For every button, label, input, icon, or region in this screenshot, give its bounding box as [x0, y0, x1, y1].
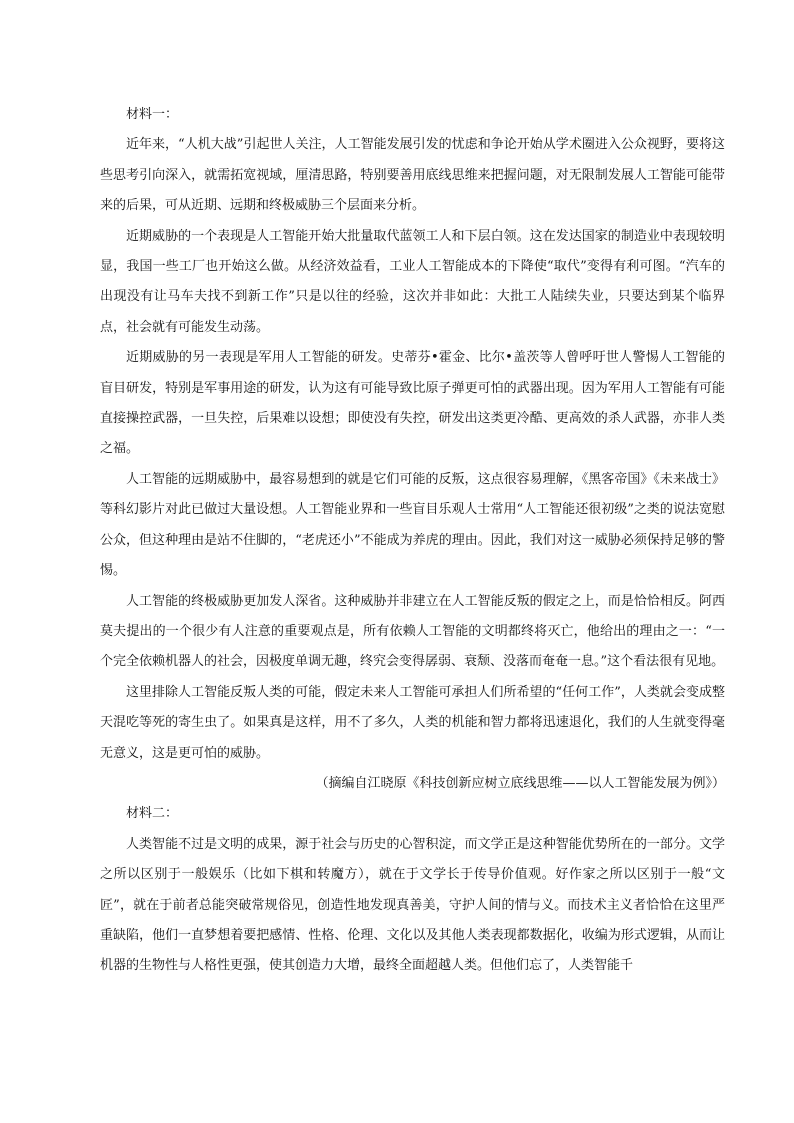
material-one-paragraph-3: 近期威胁的另一表现是军用人工智能的研发。史蒂芬•霍金、比尔•盖茨等人曾呼吁世人警惕人工智能的盲目研发，特别是军事用途的研发，认为这有可能导致比原子弹更可怕的武器出现。因为军用人工智能有可能直接操控武器，一旦失控，后果难以设想；即使没有失控，研发出这类更冷酷、更高效的杀人武器，亦非人类之福。 [100, 350, 725, 457]
material-one-paragraph-6: 这里排除人工智能反叛人类的可能，假定未来人工智能可承担人们所希望的“任何工作”，人类就会变成整天混吃等死的寄生虫了。如果真是这样，用不了多久，人类的机能和智力都将迅速退化，我们的人生就变得毫无意义，这是更可怕的威胁。 [100, 684, 725, 761]
material-one-paragraph-1: 近年来，“人机大战”引起世人关注，人工智能发展引发的忧虑和争论开始从学术圈进入公众视野，要将这些思考引向深入，就需拓宽视域，厘清思路，特别要善用底线思维来把握问题，对无限制发展人工智能可能带来的后果，可从近期、远期和终极威胁三个层面来分析。 [100, 137, 725, 214]
material-two-paragraph-1: 人类智能不过是文明的成果，源于社会与历史的心智积淀，而文学正是这种智能优势所在的一部分。文学之所以区别于一般娱乐（比如下棋和转魔方），就在于文学长于传导价值观。好作家之所以区别于一般“文匠”，就在于前者总能突破常规俗见，创造性地发现真善美，守护人间的情与义。而技术主义者恰恰在这里严重缺陷，他们一直梦想着要把感情、性格、伦理、文化以及其他人类表现都数据化，收编为形式逻辑，从而让机器的生物性与人格性更强，使其创造力大增，最终全面超越人类。但他们忘了，人类智能千 [100, 836, 725, 974]
material-two-heading: 材料二： [126, 806, 179, 822]
material-one-paragraph-5: 人工智能的终极威胁更加发人深省。这种威胁并非建立在人工智能反叛的假定之上，而是恰恰相反。阿西莫夫提出的一个很少有人注意的重要观点是，所有依赖人工智能的文明都终将灭亡，他给出的理由之一：“一个完全依赖机器人的社会，因极度单调无趣，终究会变得孱弱、衰颓、没落而奄奄一息。”这个看法很有见地。 [100, 593, 725, 670]
material-one-heading: 材料一： [126, 107, 179, 122]
material-one-source-citation: （摘编自江晓原《科技创新应树立底线思维——以人工智能发展为例》） [315, 775, 725, 791]
material-one-paragraph-4: 人工智能的远期威胁中，最容易想到的就是它们可能的反叛，这点很容易理解，《黑客帝国》《未来战士》等科幻影片对此已做过大量设想。人工智能业界和一些盲目乐观人士常用“人工智能还很初级”之类的说法宽慰公众，但这种理由是站不住脚的，“老虎还小”不能成为养虎的理由。因此，我们对这一威胁必须保持足够的警惕。 [100, 471, 725, 579]
document-body [100, 100, 725, 982]
material-one-paragraph-2: 近期威胁的一个表现是人工智能开始大批量取代蓝领工人和下层白领。这在发达国家的制造业中表现较明显，我国一些工厂也开始这么做。从经济效益看，工业人工智能成本的下降使“取代”变得有利可图。“汽车的出现没有让马车夫找不到新工作”只是以往的经验，这次并非如此：大批工人陆续失业，只要达到某个临界点，社会就有可能发生动荡。 [100, 228, 725, 335]
